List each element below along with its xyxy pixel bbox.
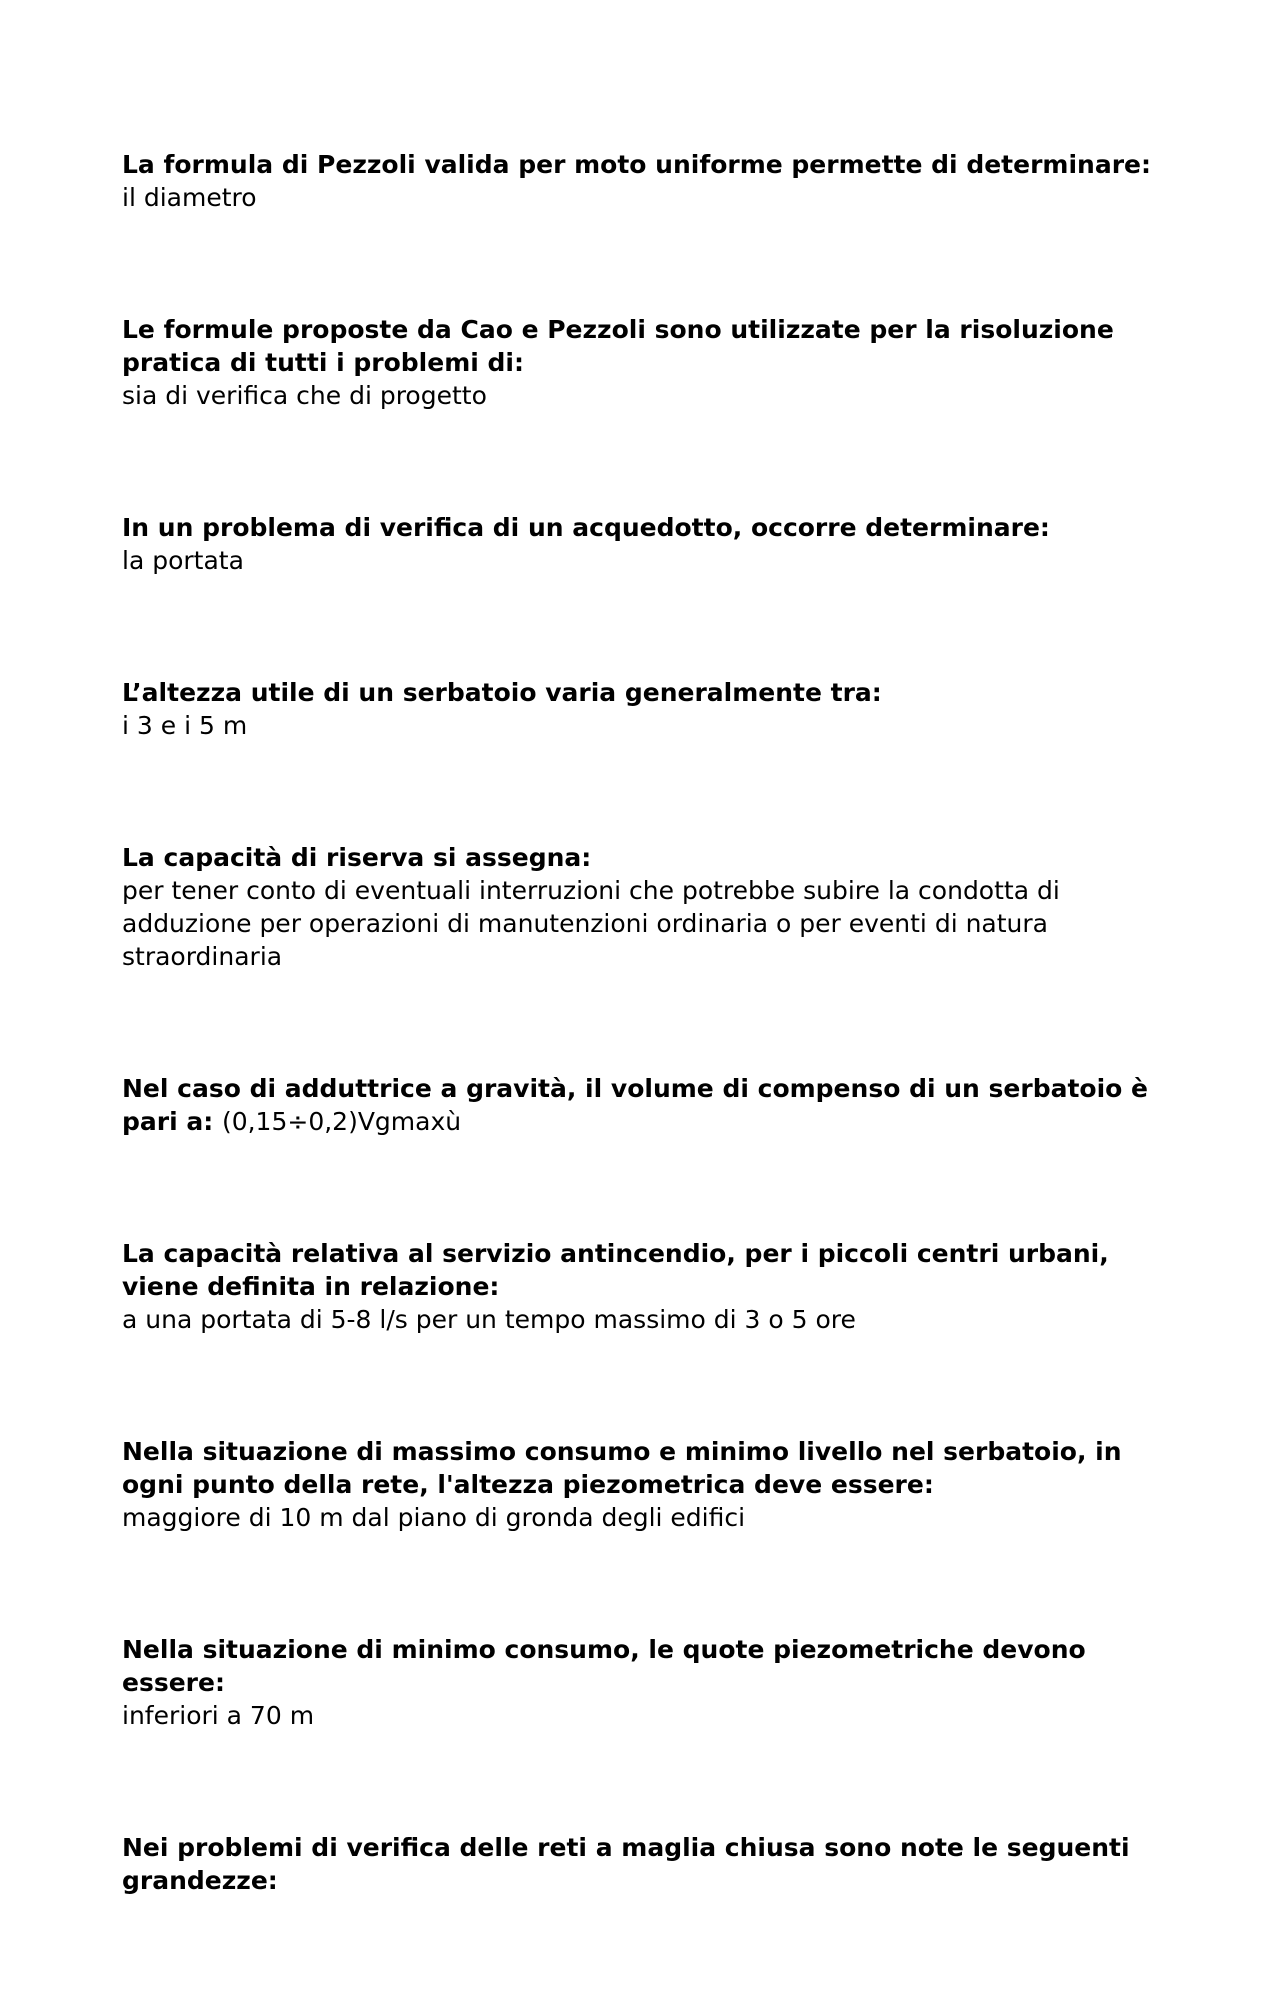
answer-text: a una portata di 5-8 l/s per un tempo massimo di 3 o 5 ore xyxy=(122,1305,856,1334)
answer-text: inferiori a 70 m xyxy=(122,1701,315,1730)
answer-text: per tener conto di eventuali interruzioni che potrebbe subire la condotta di adduzione per operazioni di manutenzioni ordinaria o per eventi di natura straordinaria xyxy=(122,876,1060,971)
question-text: Nei problemi di verifica delle reti a maglia chiusa sono note le seguenti grandezze: xyxy=(122,1833,1130,1895)
answer-text: il diametro xyxy=(122,183,257,212)
answer-text: sia di verifica che di progetto xyxy=(122,381,487,410)
answer-text: la portata xyxy=(122,546,244,575)
answer-text: (0,15÷0,2)Vgmaxù xyxy=(221,1107,462,1136)
question-text: Nella situazione di massimo consumo e minimo livello nel serbatoio, in ogni punto della rete, l'altezza piezometrica deve essere: xyxy=(122,1437,1122,1499)
question-text: In un problema di verifica di un acquedotto, occorre determinare: xyxy=(122,513,1050,542)
question-text: La formula di Pezzoli valida per moto uniforme permette di determinare: xyxy=(122,150,1151,179)
question-text: La capacità relativa al servizio antincendio, per i piccoli centri urbani, viene definita in relazione: xyxy=(122,1239,1109,1301)
qa-item-10 xyxy=(122,1831,1162,1897)
qa-item-3 xyxy=(122,511,1162,577)
qa-item-4 xyxy=(122,676,1162,742)
question-text: La capacità di riserva si assegna: xyxy=(122,843,592,872)
answer-text: maggiore di 10 m dal piano di gronda degli edifici xyxy=(122,1503,746,1532)
document-page xyxy=(122,148,1162,1996)
qa-item-2 xyxy=(122,313,1162,412)
qa-item-5 xyxy=(122,841,1162,973)
qa-item-1 xyxy=(122,148,1162,214)
qa-item-8 xyxy=(122,1435,1162,1534)
question-text: Nel caso di adduttrice a gravità, il volume di compenso di un serbatoio è pari a: xyxy=(122,1074,1149,1136)
question-text: Le formule proposte da Cao e Pezzoli sono utilizzate per la risoluzione pratica di tutti i problemi di: xyxy=(122,315,1114,377)
qa-item-9 xyxy=(122,1633,1162,1732)
qa-item-6 xyxy=(122,1072,1162,1138)
qa-item-7 xyxy=(122,1237,1162,1336)
answer-text: i 3 e i 5 m xyxy=(122,711,248,740)
question-text: Nella situazione di minimo consumo, le quote piezometriche devono essere: xyxy=(122,1635,1086,1697)
question-text: L’altezza utile di un serbatoio varia generalmente tra: xyxy=(122,678,882,707)
